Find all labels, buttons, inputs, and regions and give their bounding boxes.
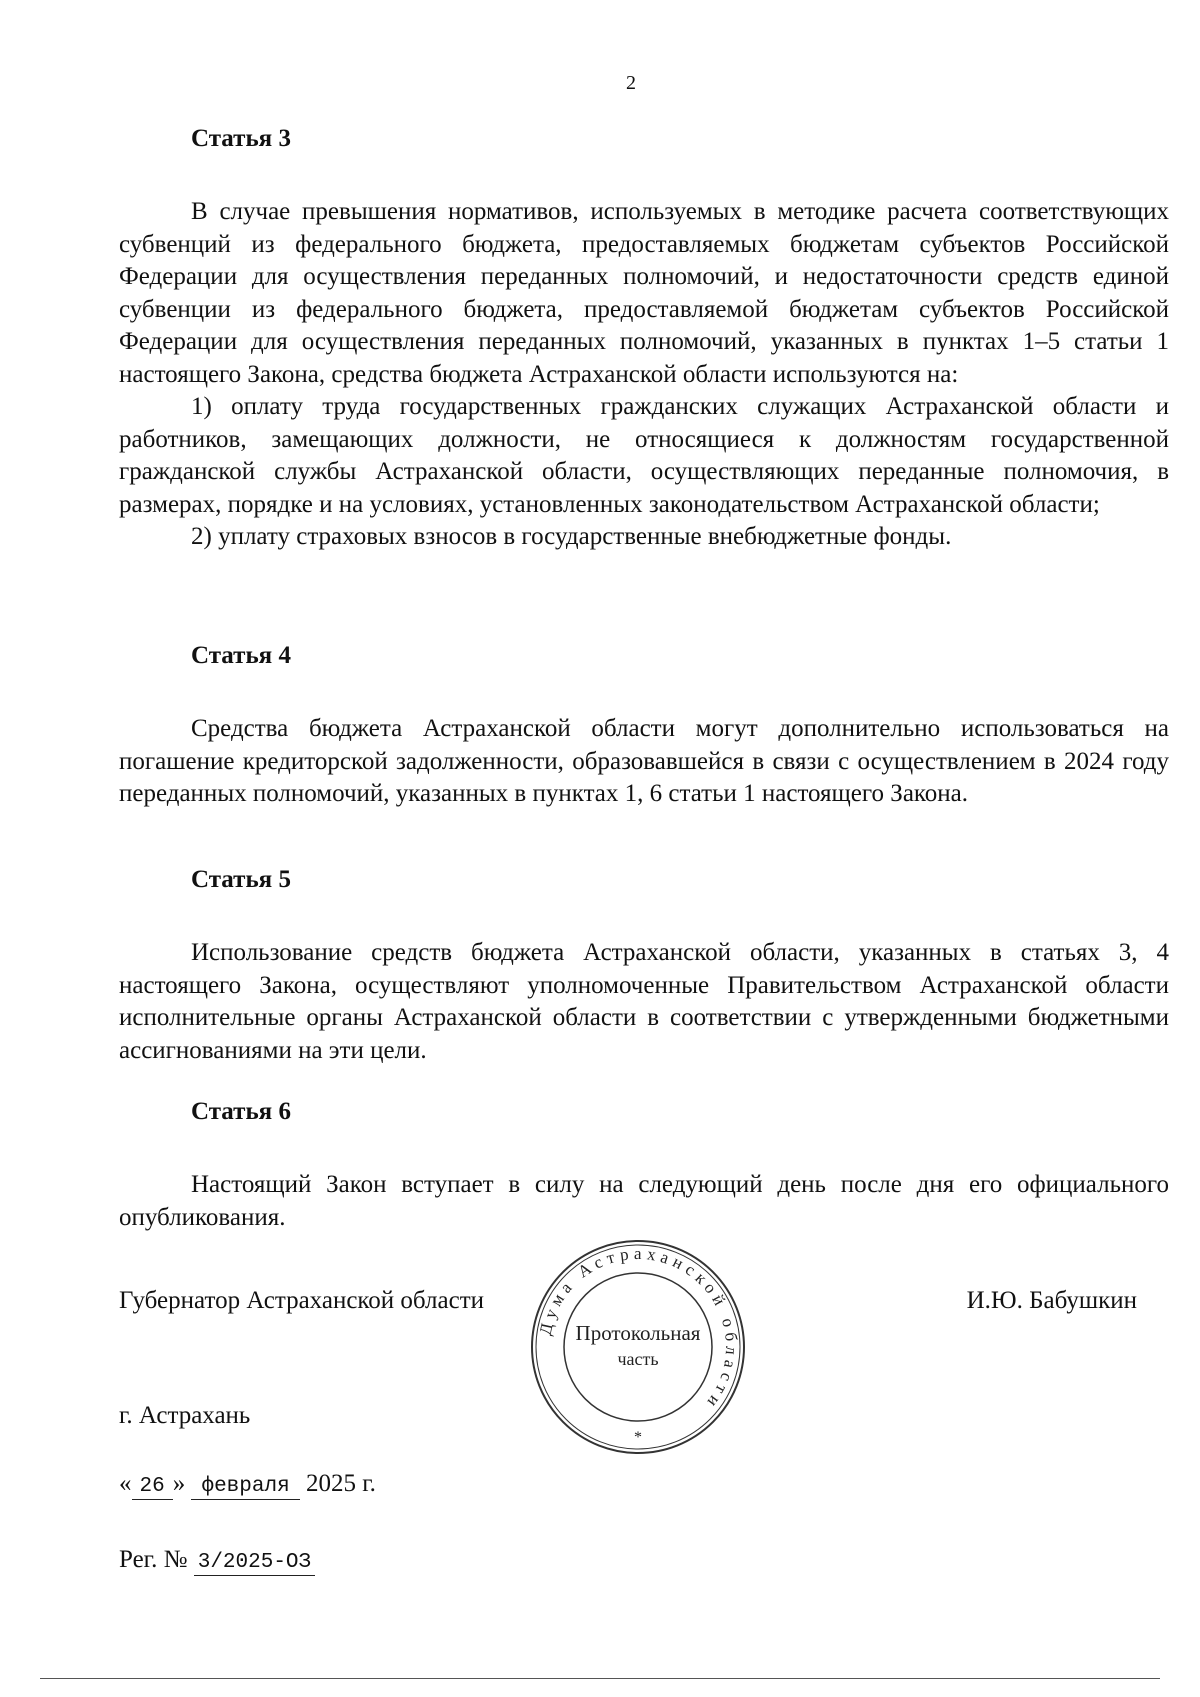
registration-number: 3/2025-ОЗ bbox=[194, 1551, 315, 1576]
date-close-quote: » bbox=[172, 1470, 186, 1497]
article-heading: Статья 4 bbox=[191, 642, 291, 669]
page-number: 2 bbox=[626, 72, 636, 94]
article-heading: Статья 5 bbox=[191, 866, 291, 893]
registration-line bbox=[119, 1546, 315, 1576]
article-paragraph: 1) оплату труда государственных гражданских служащих Астраханской области и работников, замещающих должности, не относящиеся к должностям государственной гражданской службы Астраханской области, осуществляющих переданные полномочия, в размерах, порядке и на условиях, установленных законодательством Астраханской области; bbox=[119, 393, 1169, 518]
date-year: 2025 г. bbox=[305, 1470, 376, 1497]
article-heading: Статья 3 bbox=[191, 125, 291, 152]
stamp-center-line1: Протокольная bbox=[575, 1321, 701, 1345]
article-heading: Статья 6 bbox=[191, 1098, 291, 1125]
registration-label: Рег. № bbox=[119, 1546, 188, 1573]
date-open-quote: « bbox=[119, 1470, 132, 1497]
signatory-name: И.Ю. Бабушкин bbox=[966, 1287, 1137, 1314]
official-stamp bbox=[528, 1237, 748, 1457]
article-5 bbox=[119, 865, 1169, 1067]
stamp-center-line2: часть bbox=[617, 1349, 659, 1369]
date-month: февраля bbox=[191, 1475, 299, 1500]
place-of-signing: г. Астрахань bbox=[119, 1402, 251, 1429]
article-3 bbox=[119, 124, 1169, 554]
stamp-ring-text: Дума Астраханской области bbox=[535, 1243, 742, 1415]
signing-date bbox=[119, 1470, 376, 1500]
article-paragraph: Использование средств бюджета Астраханской области, указанных в статьях 3, 4 настоящего Закона, осуществляют уполномоченные Правительством Астраханской области исполнительные органы Астраханской области в соответствии с утвержденными бюджетными ассигнованиями на эти цели. bbox=[119, 939, 1169, 1064]
article-6 bbox=[119, 1097, 1169, 1234]
article-paragraph: Средства бюджета Астраханской области могут дополнительно использоваться на погашение кредиторской задолженности, образовавшейся в связи с осуществлением в 2024 году переданных полномочий, указанных в пунктах 1, 6 статьи 1 настоящего Закона. bbox=[119, 715, 1169, 807]
article-paragraph: 2) уплату страховых взносов в государственные внебюджетные фонды. bbox=[191, 523, 952, 550]
page-bottom-rule bbox=[40, 1678, 1160, 1679]
stamp-star: * bbox=[634, 1429, 642, 1446]
article-paragraph: Настоящий Закон вступает в силу на следующий день после дня его официального опубликования. bbox=[119, 1171, 1169, 1231]
date-day: 26 bbox=[132, 1475, 173, 1500]
article-4 bbox=[119, 641, 1169, 811]
article-paragraph: В случае превышения нормативов, используемых в методике расчета соответствующих субвенций из федерального бюджета, предоставляемых бюджетам субъектов Российской Федерации для осуществления переданных полномочий, и недостаточности средств единой субвенции из федерального бюджета, предоставляемой бюджетам субъектов Российской Федерации для осуществления переданных полномочий, указанных в пунктах 1–5 статьи 1 настоящего Закона, средства бюджета Астраханской области используются на: bbox=[119, 198, 1169, 388]
signatory-position: Губернатор Астраханской области bbox=[119, 1287, 485, 1314]
